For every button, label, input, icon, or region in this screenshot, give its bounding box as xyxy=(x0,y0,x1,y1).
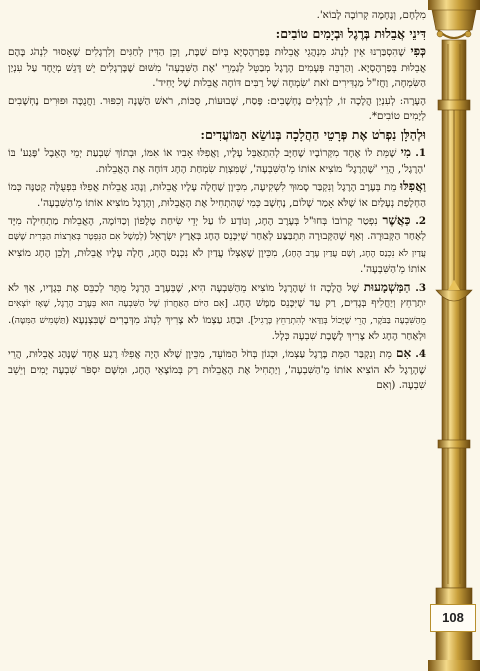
paragraph-note: הֶעָרָה: לְעִנְיַן הֲלָכָה זוֹ, לִרְגָלִים נֶחְשָׁבִים: פֶּסַח, שָׁבוּעוֹת, סֻכּוֹת, רֹאשׁ הַשָּׁנָה וְכִפּוּר. וַחֲנֻכָּה וּפוּרִים נֶחְשָׁבִים לְיָמִים טוֹבִים*. xyxy=(8,94,426,123)
page-number: 108 xyxy=(430,604,476,632)
item2-number: 2. xyxy=(415,215,427,228)
item1-text: שֶׁמֵּת לוֹ אֶחָד מִקְּרוֹבָיו שֶׁחַיָּב לְהִתְאַבֵּל עָלָיו, וַאֲפִלּוּ אָבִיו אוֹ אִמּוֹ, וּבְתוֹךְ שִׁבְעַת יְמֵי הָאֵבֶל 'פָּגַע' בּוֹ 'הָרֶגֶל', הֲרֵי 'שֶׁהָרֶגֶל' מוֹצִיא אוֹתוֹ מֵ'הַשִּׁבְעָה', שֶׁמִּצְוַת שִׂמְחַת הֶחָג דּוֹחָה אֶת הָאֲבֵלוּת. xyxy=(8,147,426,175)
heading-details: וּלְהַלָּן נִפְרֹט אֶת פְּרָטֵי הַהֲלָכָה בְּנוֹשֵׂא הַמּוֹעֲדִים: xyxy=(200,127,426,143)
item3-text2: וּבַחַג עַצְמוֹ לֹא צָרִיךְ לִנְהֹג מִדְּבָרִים שֶׁבִּצְנְעָא xyxy=(72,313,248,326)
heading-mourning-festivals: דִּינֵי אֲבֵלוּת בְּרֶגֶל וּבְיָמִים טוֹבִים: xyxy=(275,26,426,42)
item4-number: 4. xyxy=(415,348,426,361)
item-1 xyxy=(8,145,426,177)
item3-text3: . וּלְאַחַר הֶחָג לֹא צָרִיךְ לָשֶׁבֶת שִׁבְעָה כְּלָל. xyxy=(8,313,426,342)
item3-number: 3. xyxy=(415,281,426,294)
para1-text: שֶׁהִסְבַּרְנוּ אֵין לִנְהֹג מִנְהֲגֵי אֲבֵלוּת בְּפַרְהֶסְיָא בְּיוֹם שַׁבָּת, וְכֵן הַדִּין לְחַגִּים וְלִרְגָלִים שֶׁאָסוּר לִנְהֹג בָּהֶם אֲבֵלוּת בְּפַרְהֶסְיָא. וְהַרְבֵּה פְּעָמִים הָרֶגֶל מְבַטֵּל לְגַמְרֵי 'אֶת הַשִּׁבְעָה' מִשּׁוּם שֶׁבָּרְגָלִים יֵשׁ דָּגֵשׁ מְיֻחָד עַל עִנְיַן הַשִּׂמְחָה, וַחֲז"ל מַגְדִּירִים זֹאת 'שִׂמְחָה שֶׁל רַבִּים דּוֹחָה אֲבֵלוּת שֶׁל יָחִיד'. xyxy=(8,46,426,90)
item3-small2: (תַּשְׁמִישׁ הַמִּטָּה) xyxy=(11,315,73,326)
item3-text: שֶׁל הֲלָכָה זוֹ שֶׁהָרֶגֶל מוֹצִיא מֵהַשִּׁבְעָה הִיא, שֶׁבְּעֶרֶב הָרֶגֶל מֻתָּר לְכַבֵּס אֶת בְּגָדָיו, אַךְ לֹא יִתְרַחֵץ וְיַחֲלִיף בְּגָדִים, רַק עַד שֶׁיִּכָּנֵס מַמָּשׁ הֶחָג. xyxy=(8,281,426,310)
item1-lead: מִי xyxy=(400,145,411,160)
item1b-lead: וַאֲפִלּוּ xyxy=(400,179,426,194)
item2-lead: כַּאֲשֶׁר xyxy=(382,213,411,228)
item3-lead: הַמַּשְׁמָעוּת xyxy=(363,279,411,294)
item1b-text: מֵת בְּעֶרֶב הָרֶגֶל וְנִקְבַּר סָמוּךְ לִשְׁקִיעָה, מִכֵּיוָן שֶׁחָלָה עָלָיו אֲבֵלוּת, וְנָהַג אֲבֵלוּת אֲפִלּוּ בִּפְעֻלָּה קְטַנָּה כְּמוֹ הַחְלָפַת נְעָלַיִם אוֹ שֶׁלֹּא אָמַר שָׁלוֹם, נֶחְשָׁב כְּמִי שֶׁהִתְחִיל אֶת הָאֲבֵלוּת, וְהָרֶגֶל מוֹצִיא אוֹתוֹ מֵ'הַשִּׁבְעָה'. xyxy=(8,181,426,209)
golden-pillar-icon xyxy=(428,0,480,671)
item2-small: (לְמָשָׁל אִם הַנִּפְטָר בְּאַרְצוֹת הַבְּרִית שֶׁשָּׁם עֲדַיִן לֹא נִכְנַס הֶחָג, וְשָׁם עֲדַיִן עֶרֶב הֶחָג) xyxy=(8,232,426,259)
item4-lead: אִם xyxy=(395,346,412,361)
item2-text: נִפְטַר קְרוֹבוֹ בְּחוּ"ל בְּעֶרֶב הֶחָג, וְנוֹדַע לוֹ עַל יְדֵי שִׂיחַת טֶלֶפוֹן וְכַדּוֹמֶה, הָאֲבֵלוּת מַתְחִילָה מִיָּד לְאַחַר הַקְּבוּרָה. וְאַף שֶׁהַקְּבוּרָה תִּתְבַּצַּע לְאַחַר שֶׁיִּכָּנֵס הֶחָג בְּאֶרֶץ יִשְׂרָאֵל xyxy=(8,215,426,243)
item-4 xyxy=(8,346,426,393)
item-2 xyxy=(8,213,426,278)
item4-text: מֵת וְנִקְבַּר הַמֵּת בָּרֶגֶל עַצְמוֹ, וּכְגוֹן בְּחֹל הַמּוֹעֵד, מִכֵּיוָן שֶׁלֹּא הָיָה אֲפִלּוּ רֶגַע אֶחָד שֶׁנָּהַג אֲבֵלוּת, הֲרֵי שֶׁהָרֶגֶל לֹא הוֹצִיא אוֹתוֹ מֵ'הַשִּׁבְעָה', וְיַתְחִיל אֶת הָאֲבֵלוּת רַק בְּמוֹצָאֵי הֶחָג, וּמִשָּׁם יִסְפֹּר שִׁבְעָה יָמִים וְיֵשֵׁב שִׁבְעָה. (וְאִם xyxy=(8,348,426,392)
paragraph-1 xyxy=(8,44,426,91)
line-top: מִלְחָם, וְנֶחָמָה קְרוֹבָה לָבוֹא'. xyxy=(316,9,426,21)
item3-small: [אִם הַיּוֹם הָאַחֲרוֹן שֶׁל הַשִּׁבְעָה הוּא בְּעֶרֶב הָרֶגֶל, שֶׁאָז יוֹצְאִים מֵהַשִּׁבְעָה בַּבֹּקֶר, הֲרֵי שֶׁיָּכוֹל בְּוַדַּאי לְהִתְרַחֵץ כָּרָגִיל]. xyxy=(8,299,426,326)
item-1b xyxy=(8,179,426,211)
item2-text2: , מִכֵּיוָן שֶׁאֶצְלוֹ עֲדַיִן לֹא נִכְנַס הֶחָג, חָלָה עָלָיו אֲבֵלוּת, וְלָכֵן הֶחָג מוֹצִיא אוֹתוֹ מֵ'הַשִּׁבְעָה'. xyxy=(8,246,426,276)
text-column xyxy=(8,8,426,396)
para1-lead: כְּפִי xyxy=(410,44,426,59)
item-3 xyxy=(8,280,426,345)
item1-number: 1. xyxy=(415,147,427,160)
